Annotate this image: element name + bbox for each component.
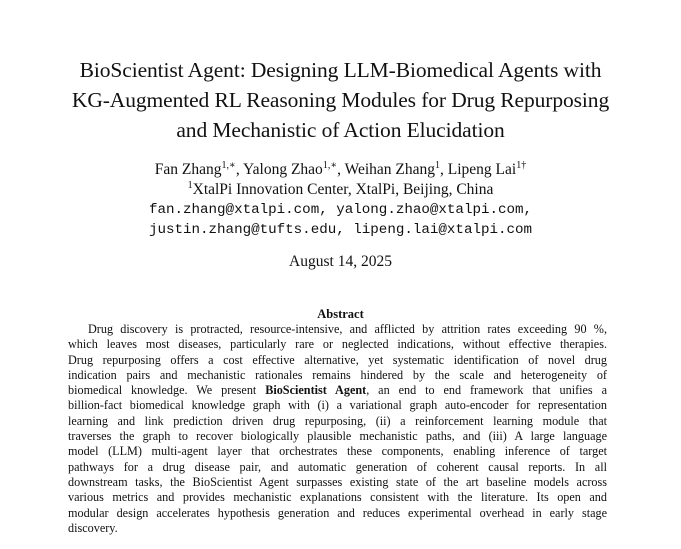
publication-date: August 14, 2025 bbox=[289, 253, 392, 270]
abstract-line: indication pairs and mechanistic rationales remains hindered by the scale and heterogeneity of bbox=[68, 367, 607, 382]
abstract-line: billion-fact biomedical knowledge graph with (i) a variational graph auto-encoder for representation bbox=[68, 398, 607, 413]
abstract-line: traverses the graph to recover biologically plausible mechanistic paths, and (iii) A large language bbox=[68, 429, 607, 444]
email-line-1: fan.zhang@xtalpi.com, yalong.zhao@xtalpi.com, bbox=[148, 202, 533, 218]
abstract-line: which leaves most diseases, particularly rare or neglected indications, without effective therapies. bbox=[68, 337, 607, 352]
abstract-line: pathways for a drug disease pair, and automatic generation of coherent causal reports. In all bbox=[68, 459, 607, 474]
paper-title bbox=[20, 55, 661, 145]
abstract-body bbox=[68, 322, 607, 536]
author-name: Yalong Zhao bbox=[243, 161, 323, 178]
title-line-2: KG-Augmented RL Reasoning Modules for Drug Repurposing bbox=[71, 88, 610, 112]
title-line-1: BioScientist Agent: Designing LLM-Biomedical Agents with bbox=[79, 58, 602, 82]
author-list bbox=[0, 160, 681, 180]
author-separator: , bbox=[235, 161, 240, 178]
author-name: Weihan Zhang bbox=[344, 161, 436, 178]
abstract-line: various metrics and provides mechanistic explanations consistent with the literature. Its open and bbox=[68, 490, 607, 505]
abstract-line: downstream tasks, the BioScientist Agent surpasses existing state of the art baseline models across bbox=[68, 474, 607, 489]
author-affiliation-mark: 1 bbox=[435, 160, 441, 171]
author-name: Fan Zhang bbox=[154, 161, 222, 178]
abstract-text: biomedical knowledge. We present bbox=[68, 383, 266, 398]
abstract-line: learning and link prediction driven drug repurposing, (ii) a reinforcement learning module that bbox=[68, 413, 607, 428]
author-name: Lipeng Lai bbox=[447, 161, 517, 178]
framework-name: BioScientist Agent bbox=[265, 383, 367, 398]
abstract-line: Drug discovery is protracted, resource-intensive, and afflicted by attrition rates exceeding 90 %, bbox=[88, 322, 607, 336]
author-block bbox=[0, 160, 681, 240]
abstract-text: , an end to end framework that unifies a bbox=[366, 383, 607, 398]
title-line-3: and Mechanistic of Action Elucidation bbox=[176, 118, 505, 142]
abstract-line: Drug repurposing offers a cost effective alternative, yet systematic identification of novel drug bbox=[68, 352, 607, 367]
abstract-heading: Abstract bbox=[317, 307, 364, 321]
affiliation-text: XtalPi Innovation Center, XtalPi, Beijing, China bbox=[192, 181, 494, 198]
affiliation bbox=[0, 180, 681, 200]
author-separator: , bbox=[337, 161, 341, 178]
abstract-line: model (LLM) multi-agent layer that orchestrates these components, enabling inference of target bbox=[68, 444, 607, 459]
abstract-line: modular design accelerates hypothesis generation and reduces experimental overhead in early stage bbox=[68, 505, 607, 520]
author-affiliation-mark: 1† bbox=[516, 160, 527, 171]
author-separator: , bbox=[440, 161, 444, 178]
email-line-2: justin.zhang@tufts.edu, lipeng.lai@xtalpi.com bbox=[148, 222, 533, 238]
affiliation-mark: 1 bbox=[187, 180, 193, 191]
abstract-line: discovery. bbox=[68, 520, 118, 535]
abstract-line bbox=[68, 383, 607, 398]
author-affiliation-mark: 1,∗ bbox=[322, 160, 338, 171]
author-affiliation-mark: 1,∗ bbox=[221, 160, 236, 171]
